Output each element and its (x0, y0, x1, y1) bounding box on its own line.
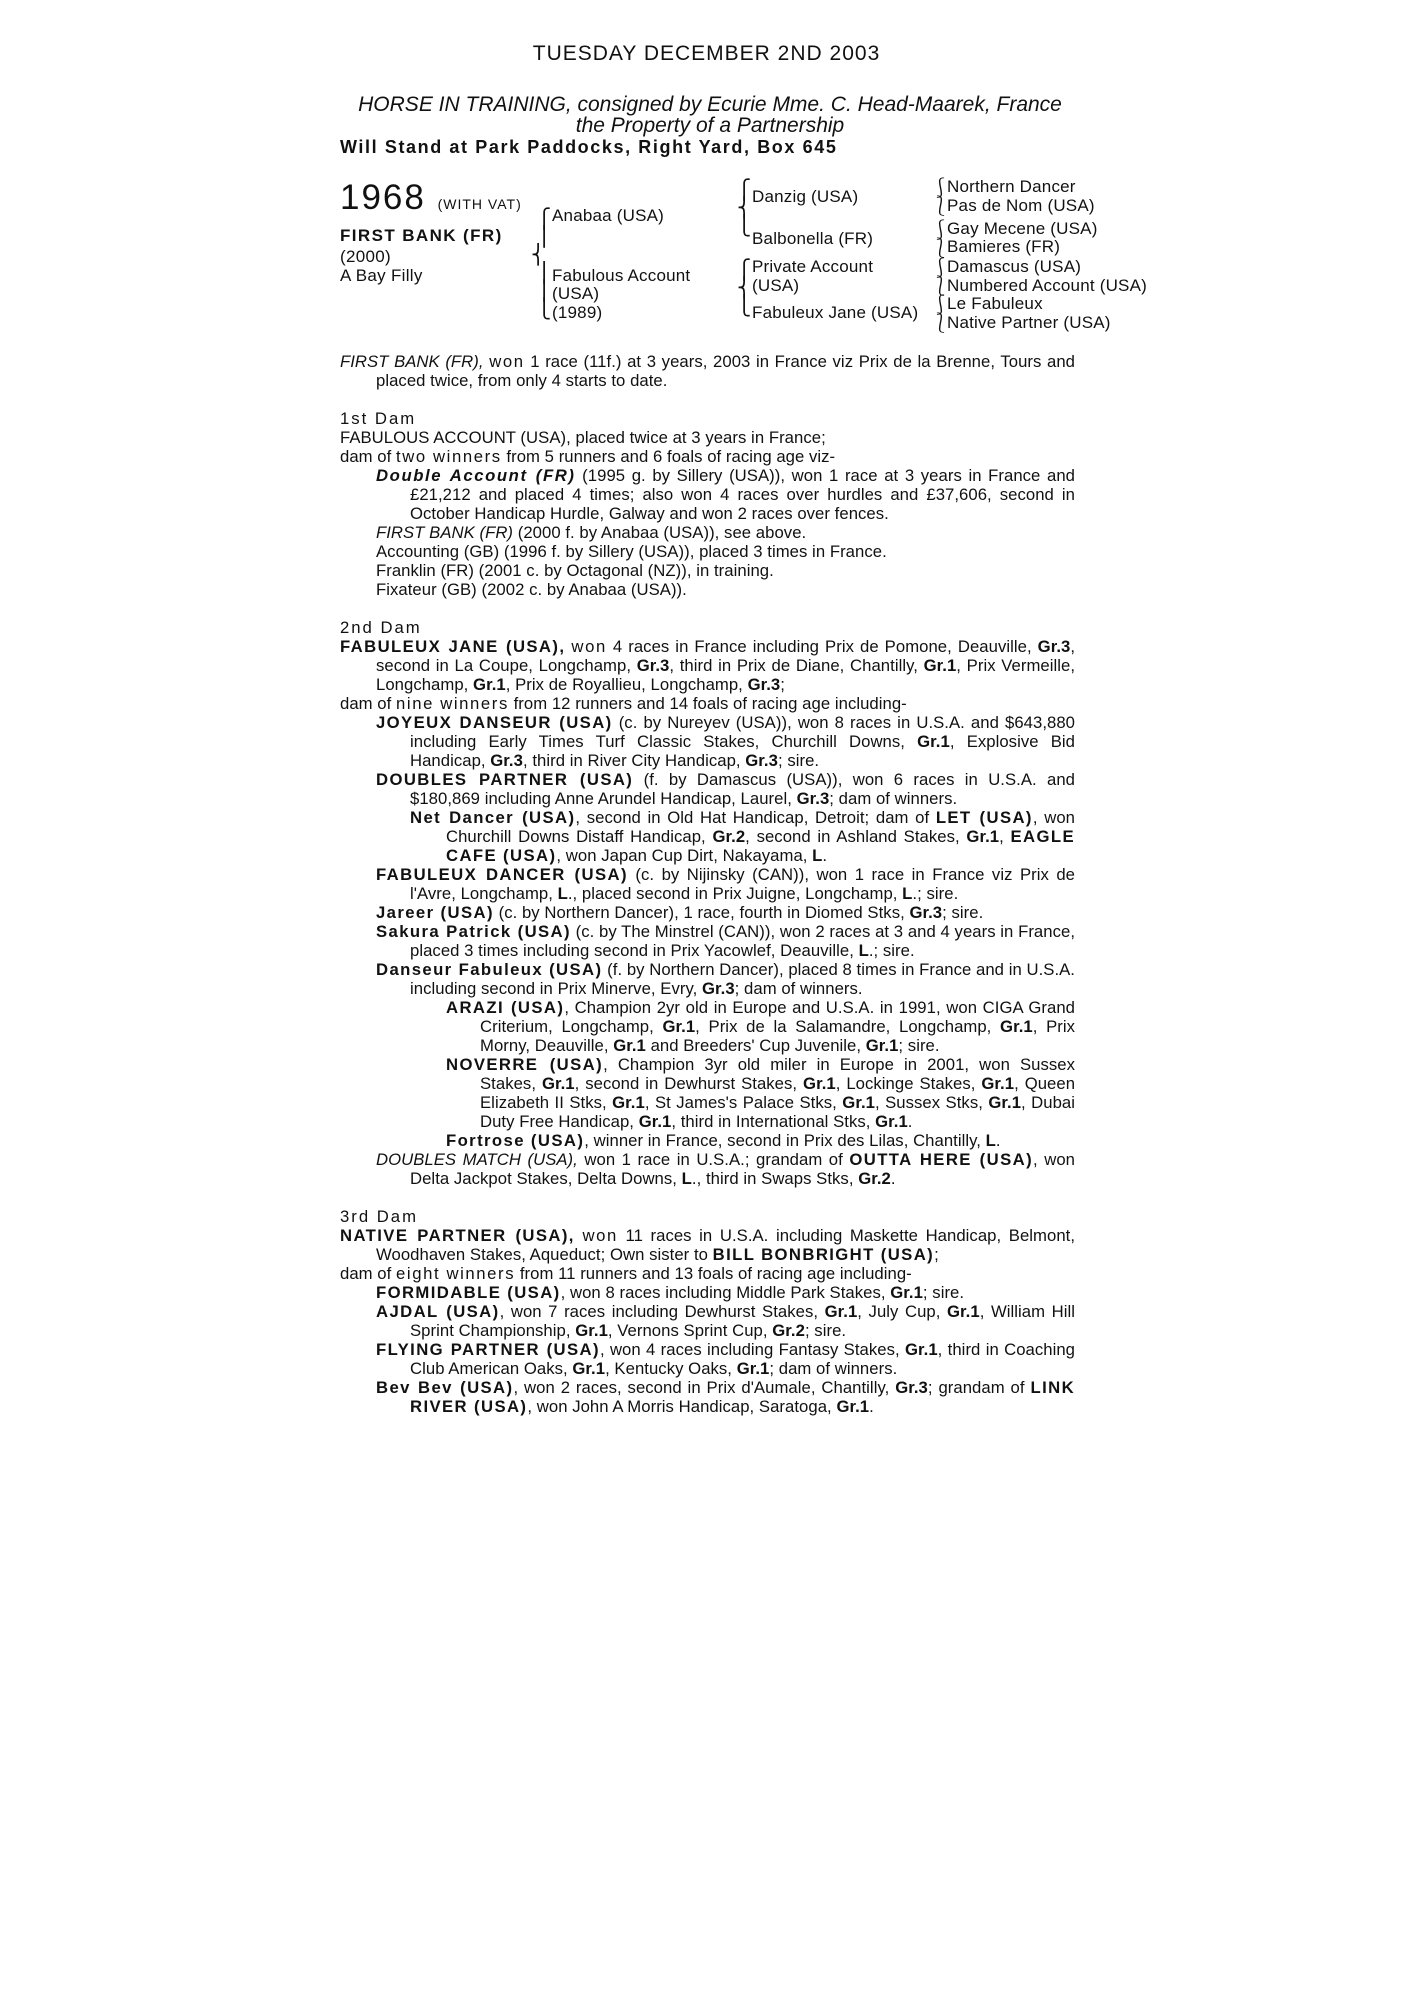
brace-2-icon: ⎰ ⎱ (931, 220, 951, 259)
pedigree-dam-sire-line2: (USA) (752, 276, 800, 295)
lot-number-value: 1968 (340, 178, 426, 217)
produce-sakura-patrick: Sakura Patrick (USA) (c. by The Minstrel (CAN)), won 2 races at 3 and 4 years in France, placed 3 times including second in Prix Yacowlef, Deauville, L.; sire. (376, 922, 1076, 960)
pedigree-dam-line1: Fabulous Account (552, 266, 691, 285)
produce-danseur-fabuleux: Danseur Fabuleux (USA) (f. by Northern Dancer), placed 8 times in France and in U.S.A. including second in Prix Minerve, Evry, Gr.3; dam of winners. (376, 960, 1075, 998)
stand-location: Will Stand at Park Paddocks, Right Yard, Box 645 (340, 137, 838, 157)
intro-paragraph: FIRST BANK (FR), won 1 race (11f.) at 3 years, 2003 in France viz Prix de la Brenne, Tours and placed twice, from only 4 starts to date. (340, 352, 1076, 390)
produce-noverre: NOVERRE (USA), Champion 3yr old miler in Europe in 2001, won Sussex Stakes, Gr.1, second in Dewhurst Stakes, Gr.1, Lockinge Stakes, Gr.1, Queen Elizabeth II Stks, Gr.1, St James's Palace Stks, Gr.1, Sussex Stks, Gr.1, Dubai Duty Free Handicap, Gr.1, third in International Stks, Gr.1. (446, 1055, 1076, 1131)
brace-bottom-icon: ⎪ ⎪ ⎩ (537, 263, 552, 320)
sale-date: TUESDAY DECEMBER 2ND 2003 (532, 42, 881, 65)
pedigree-sdd: Bamieres (FR) (947, 237, 1061, 256)
property-line: the Property of a Partnership (575, 114, 845, 137)
pedigree-dss: Damascus (USA) (947, 257, 1082, 276)
brace-3-icon: ⎰ ⎱ (931, 258, 951, 297)
brace-top-icon: ⎧ ⎪ (537, 209, 552, 248)
first-dam-heading: 1st Dam (340, 409, 417, 428)
second-dam-record: FABULEUX JANE (USA), won 4 races in France including Prix de Pomone, Deauville, Gr.3, second in La Coupe, Longchamp, Gr.3, third in Prix de Diane, Chantilly, Gr.1, Prix Vermeille, Longchamp, Gr.1, Prix de Royallieu, Longchamp, Gr.3; (340, 637, 1076, 694)
horse-description: A Bay Filly (340, 266, 423, 285)
produce-net-dancer: Net Dancer (USA), second in Old Hat Handicap, Detroit; dam of LET (USA), won Churchill Downs Distaff Handicap, Gr.2, second in Ashland Stakes, Gr.1, EAGLE CAFE (USA), won Japan Cup Dirt, Nakayama, L. (410, 808, 1076, 865)
foaling-year: (2000) (340, 247, 391, 266)
pedigree-sss: Northern Dancer (947, 177, 1076, 196)
vat-note: (WITH VAT) (437, 196, 522, 212)
third-dam-heading: 3rd Dam (340, 1207, 418, 1226)
brace-dam-icon: ⎧ ⎨ ⎩ (737, 260, 752, 317)
pedigree-sire-dam: Balbonella (FR) (752, 229, 874, 248)
third-dam-record: NATIVE PARTNER (USA), won 11 races in U.S.A. including Maskette Handicap, Belmont, Woodhaven Stakes, Aqueduct; Own sister to BILL BONBRIGHT (USA); (340, 1226, 1076, 1264)
catalogue-body (340, 352, 1075, 1416)
first-dam-line2: dam of two winners from 5 runners and 6 foals of racing age viz- (340, 447, 836, 466)
second-dam-heading: 2nd Dam (340, 618, 422, 637)
brace-mid-icon: ⎨ (531, 245, 546, 266)
pedigree-sds: Gay Mecene (USA) (947, 219, 1098, 238)
pedigree-ssd: Pas de Nom (USA) (947, 196, 1095, 215)
produce-first-bank: FIRST BANK (FR) (2000 f. by Anabaa (USA)), see above. (376, 523, 807, 542)
consignor-line: HORSE IN TRAINING, consigned by Ecurie Mme. C. Head-Maarek, France (358, 93, 1062, 116)
produce-formidable: FORMIDABLE (USA), won 8 races including Middle Park Stakes, Gr.1; sire. (376, 1283, 965, 1302)
pedigree-sire-sire: Danzig (USA) (752, 187, 859, 206)
first-dam-line1: FABULOUS ACCOUNT (USA), placed twice at 3 years in France; (340, 428, 826, 447)
brace-1-icon: ⎰ ⎱ (931, 178, 951, 217)
pedigree-dds: Le Fabuleux (947, 294, 1043, 313)
produce-accounting: Accounting (GB) (1996 f. by Sillery (USA)), placed 3 times in France. (376, 542, 887, 561)
produce-joyeux-danseur: JOYEUX DANSEUR (USA) (c. by Nureyev (USA)), won 8 races in U.S.A. and $643,880 including Early Times Turf Classic Stakes, Churchill Downs, Gr.1, Explosive Bid Handicap, Gr.3, third in River City Handicap, Gr.3; sire. (376, 713, 1076, 770)
produce-fixateur: Fixateur (GB) (2002 c. by Anabaa (USA)). (376, 580, 687, 599)
pedigree-dam-sire-line1: Private Account (752, 257, 874, 276)
produce-doubles-partner: DOUBLES PARTNER (USA) (f. by Damascus (USA)), won 6 races in U.S.A. and $180,869 including Anne Arundel Handicap, Laurel, Gr.3; dam of winners. (376, 770, 1076, 808)
pedigree-dam-line3: (1989) (552, 303, 603, 322)
pedigree-dsd: Numbered Account (USA) (947, 276, 1147, 295)
brace-sire-icon: ⎧ ⎨ ⎩ (737, 180, 752, 237)
produce-jareer: Jareer (USA) (c. by Northern Dancer), 1 race, fourth in Diomed Stks, Gr.3; sire. (376, 903, 984, 922)
lot-number (340, 178, 522, 218)
produce-arazi: ARAZI (USA), Champion 2yr old in Europe and U.S.A. in 1991, won CIGA Grand Criterium, Longchamp, Gr.1, Prix de la Salamandre, Longchamp, Gr.1, Prix Morny, Deauville, Gr.1 and Breeders' Cup Juvenile, Gr.1; sire. (446, 998, 1076, 1055)
third-dam-summary: dam of eight winners from 11 runners and 13 foals of racing age including- (340, 1264, 912, 1283)
pedigree-sire: Anabaa (USA) (552, 206, 665, 225)
pedigree-dam-line2: (USA) (552, 284, 600, 303)
brace-4-icon: ⎰ ⎱ (931, 295, 951, 334)
horse-name: FIRST BANK (FR) (340, 226, 503, 245)
produce-ajdal: AJDAL (USA), won 7 races including Dewhurst Stakes, Gr.1, July Cup, Gr.1, William Hill Sprint Championship, Gr.1, Vernons Sprint Cup, Gr.2; sire. (376, 1302, 1076, 1340)
produce-franklin: Franklin (FR) (2001 c. by Octagonal (NZ)), in training. (376, 561, 774, 580)
produce-fortrose: Fortrose (USA), winner in France, second in Prix des Lilas, Chantilly, L. (446, 1131, 1001, 1150)
produce-flying-partner: FLYING PARTNER (USA), won 4 races including Fantasy Stakes, Gr.1, third in Coaching Club American Oaks, Gr.1, Kentucky Oaks, Gr.1; dam of winners. (376, 1340, 1075, 1378)
pedigree-ddd: Native Partner (USA) (947, 313, 1111, 332)
produce-fabuleux-dancer: FABULEUX DANCER (USA) (c. by Nijinsky (CAN)), won 1 race in France viz Prix de l'Avre, Longchamp, L., placed second in Prix Juigne, Longchamp, L.; sire. (376, 865, 1076, 903)
pedigree-dam-dam: Fabuleux Jane (USA) (752, 303, 919, 322)
produce-double-account: Double Account (FR) (1995 g. by Sillery (USA)), won 1 race at 3 years in France and £21,212 and placed 4 times; also won 4 races over hurdles and £37,606, second in October Handicap Hurdle, Galway and won 2 races over fences. (376, 466, 1075, 523)
produce-bev-bev: Bev Bev (USA), won 2 races, second in Prix d'Aumale, Chantilly, Gr.3; grandam of LINK RIVER (USA), won John A Morris Handicap, Saratoga, Gr.1. (376, 1378, 1076, 1416)
second-dam-summary: dam of nine winners from 12 runners and 14 foals of racing age including- (340, 694, 907, 713)
produce-doubles-match: DOUBLES MATCH (USA), won 1 race in U.S.A.; grandam of OUTTA HERE (USA), won Delta Jackpot Stakes, Delta Downs, L., third in Swaps Stks, Gr.2. (376, 1150, 1076, 1188)
